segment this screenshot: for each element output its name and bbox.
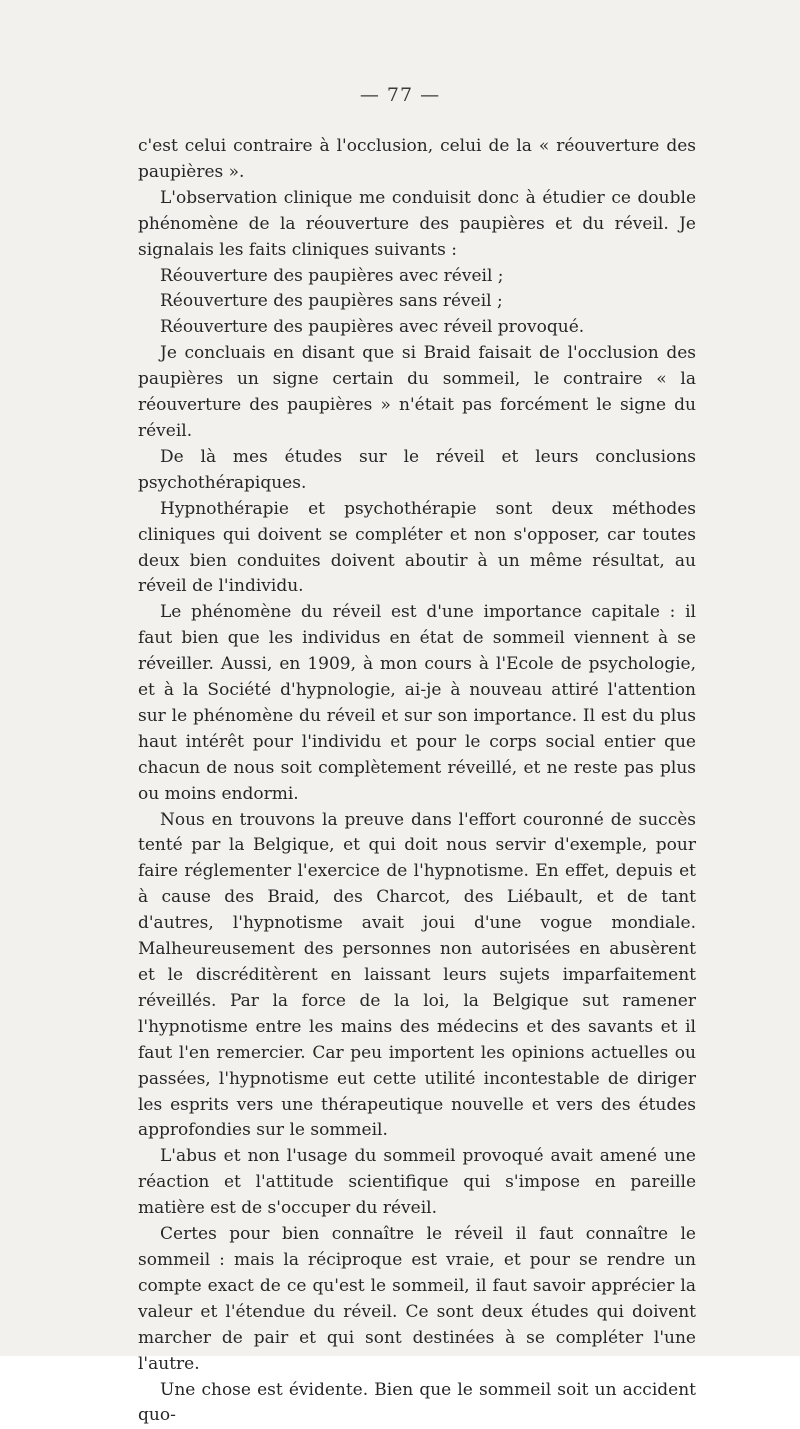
list-item: Réouverture des paupières avec réveil provoqué. [138, 315, 696, 341]
page-number: — 77 — [0, 84, 800, 106]
paragraph: Hypnothérapie et psychothérapie sont deux méthodes cliniques qui doivent se compléter et non s'opposer, car toutes deux bien conduites doivent aboutir à un même résultat, au réveil de l'individu. [138, 497, 696, 601]
list-item: Réouverture des paupières avec réveil ; [138, 264, 696, 290]
paragraph: Certes pour bien connaître le réveil il faut connaître le sommeil : mais la réciproque est vraie, et pour se rendre un compte exact de ce qu'est le sommeil, il faut savoir apprécier la valeur et l'étendue du réveil. Ce sont deux études qui doivent marcher de pair et qui sont destinées à se compléter l'une l'autre. [138, 1222, 696, 1377]
paragraph: Je concluais en disant que si Braid faisait de l'occlusion des paupières un signe certain du sommeil, le contraire « la réouverture des paupières » n'était pas forcément le signe du réveil. [138, 341, 696, 445]
paragraph: L'observation clinique me conduisit donc à étudier ce double phénomène de la réouverture des paupières et du réveil. Je signalais les faits cliniques suivants : [138, 186, 696, 264]
paragraph: De là mes études sur le réveil et leurs conclusions psychothérapiques. [138, 445, 696, 497]
paragraph: L'abus et non l'usage du sommeil provoqué avait amené une réaction et l'attitude scientifique qui s'impose en pareille matière est de s'occuper du réveil. [138, 1144, 696, 1222]
paragraph: Le phénomène du réveil est d'une importance capitale : il faut bien que les individus en état de sommeil viennent à se réveiller. Aussi, en 1909, à mon cours à l'Ecole de psychologie, et à la Société d'hypnologie, ai-je à nouveau attiré l'attention sur le phénomène du réveil et sur son importance. Il est du plus haut intérêt pour l'individu et pour le corps social entier que chacun de nous soit complètement réveillé, et ne reste pas plus ou moins endormi. [138, 600, 696, 807]
paragraph: Nous en trouvons la preuve dans l'effort couronné de succès tenté par la Belgique, et qui doit nous servir d'exemple, pour faire réglementer l'exercice de l'hypnotisme. En effet, depuis et à cause des Braid, des Charcot, des Liébault, et de tant d'autres, l'hypnotisme avait joui d'une vogue mondiale. Malheureusement des personnes non autorisées en abusèrent et le discréditèrent en laissant leurs sujets imparfaitement réveillés. Par la force de la loi, la Belgique sut ramener l'hypnotisme entre les mains des médecins et des savants et il faut l'en remercier. Car peu importent les opinions actuelles ou passées, l'hypnotisme eut cette utilité incontestable de diriger les esprits vers une thérapeutique nouvelle et vers des études approfondies sur le sommeil. [138, 808, 696, 1145]
list-item: Réouverture des paupières sans réveil ; [138, 289, 696, 315]
body-text [138, 134, 696, 1429]
paragraph: Une chose est évidente. Bien que le sommeil soit un accident quo- [138, 1378, 696, 1429]
paragraph: c'est celui contraire à l'occlusion, celui de la « réouverture des paupières ». [138, 134, 696, 186]
